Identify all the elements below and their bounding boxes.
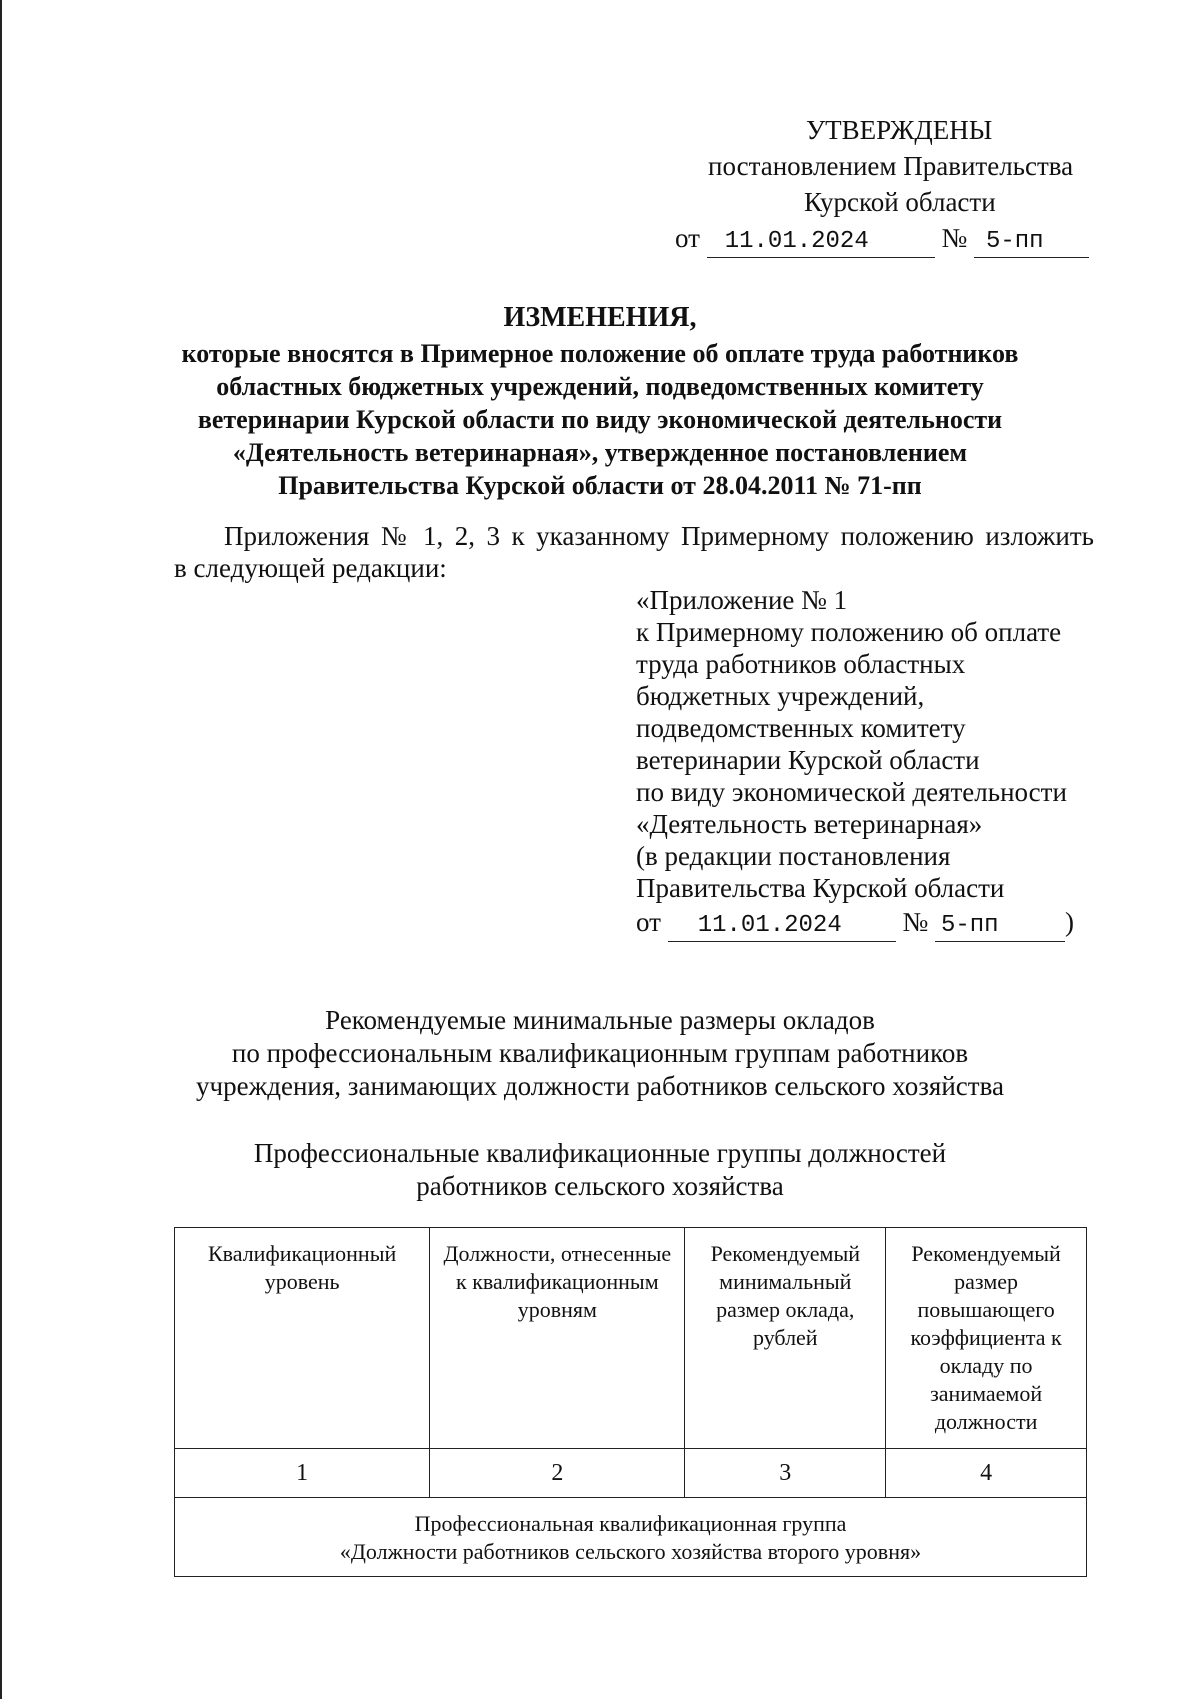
- appendix-line: по виду экономической деятельности: [636, 777, 1067, 807]
- appendix-line: «Деятельность ветеринарная»: [636, 809, 983, 839]
- sub-title: [150, 1137, 1050, 1203]
- appendix-date-line: [636, 906, 1106, 942]
- appendix-line: ветеринарии Курской области: [636, 745, 980, 775]
- approval-line-3: Курской области: [804, 187, 996, 217]
- table-row: [175, 1498, 1087, 1577]
- appendix-line: (в редакции постановления: [636, 841, 951, 871]
- salary-table: [174, 1227, 1087, 1577]
- section-title: [150, 1004, 1050, 1103]
- scan-edge: [0, 0, 2, 1699]
- approval-date: 11.01.2024: [707, 227, 935, 258]
- approval-number-label: №: [941, 223, 968, 253]
- appendix-header: [636, 584, 1106, 942]
- table-row: [175, 1449, 1087, 1498]
- approval-stamp: [600, 112, 1100, 258]
- group-row-line-2: «Должности работников сельского хозяйства второго уровня»: [339, 1539, 922, 1564]
- title-line: областных бюджетных учреждений, подведомственных комитету: [216, 372, 984, 401]
- approval-line-1: УТВЕРЖДЕНЫ: [806, 115, 993, 145]
- approval-from-label: от: [675, 223, 700, 253]
- approval-number: 5-пп: [974, 227, 1089, 258]
- header-coefficient: Рекомендуемый размер повышающего коэффициента к окладу по занимаемой должности: [886, 1228, 1087, 1449]
- appendix-line: труда работников областных: [636, 649, 966, 679]
- title-line: которые вносятся в Примерное положение об оплате труда работников: [181, 339, 1019, 368]
- appendix-line: «Приложение № 1: [636, 585, 848, 615]
- document-title: [150, 301, 1050, 502]
- appendix-from-label: от: [636, 907, 661, 937]
- title-line: Правительства Курской области от 28.04.2011 № 71-пп: [278, 471, 922, 500]
- appendix-number: 5-пп: [935, 911, 1065, 942]
- section-title-line: по профессиональным квалификационным группам работников: [231, 1038, 969, 1068]
- appendix-line: Правительства Курской области: [636, 873, 1005, 903]
- column-number: 4: [886, 1449, 1087, 1498]
- section-title-line: учреждения, занимающих должности работников сельского хозяйства: [196, 1071, 1004, 1101]
- intro-line-2: в следующей редакции:: [174, 553, 447, 583]
- group-row-cell: [175, 1498, 1087, 1577]
- appendix-date: 11.01.2024: [668, 911, 896, 942]
- approval-line-2: постановлением Правительства: [708, 151, 1074, 181]
- approval-date-line: [600, 220, 1100, 258]
- appendix-line: к Примерному положению об оплате: [636, 617, 1062, 647]
- table-header-row: [175, 1228, 1087, 1449]
- header-qualification-level: Квалификационный уровень: [175, 1228, 430, 1449]
- column-number: 1: [175, 1449, 430, 1498]
- column-number: 3: [685, 1449, 886, 1498]
- group-row-line-1: Профессиональная квалификационная группа: [414, 1511, 847, 1536]
- appendix-number-label: №: [902, 907, 929, 937]
- intro-line-1: Приложения № 1, 2, 3 к указанному Примерному положению изложить: [224, 521, 1094, 551]
- header-min-salary: Рекомендуемый минимальный размер оклада, рублей: [685, 1228, 886, 1449]
- title-line: «Деятельность ветеринарная», утвержденное постановлением: [232, 438, 968, 467]
- appendix-closing: ): [1064, 907, 1074, 937]
- column-number: 2: [430, 1449, 685, 1498]
- sub-title-line: работников сельского хозяйства: [416, 1171, 784, 1201]
- intro-paragraph: [174, 520, 1094, 584]
- appendix-line: подведомственных комитету: [636, 713, 966, 743]
- appendix-line: бюджетных учреждений,: [636, 681, 925, 711]
- header-positions: Должности, отнесенные к квалификационным уровням: [430, 1228, 685, 1449]
- title-line: ветеринарии Курской области по виду экономической деятельности: [197, 405, 1003, 434]
- section-title-line: Рекомендуемые минимальные размеры окладов: [325, 1005, 875, 1035]
- sub-title-line: Профессиональные квалификационные группы должностей: [253, 1138, 947, 1168]
- title-heading: ИЗМЕНЕНИЯ,: [503, 302, 697, 333]
